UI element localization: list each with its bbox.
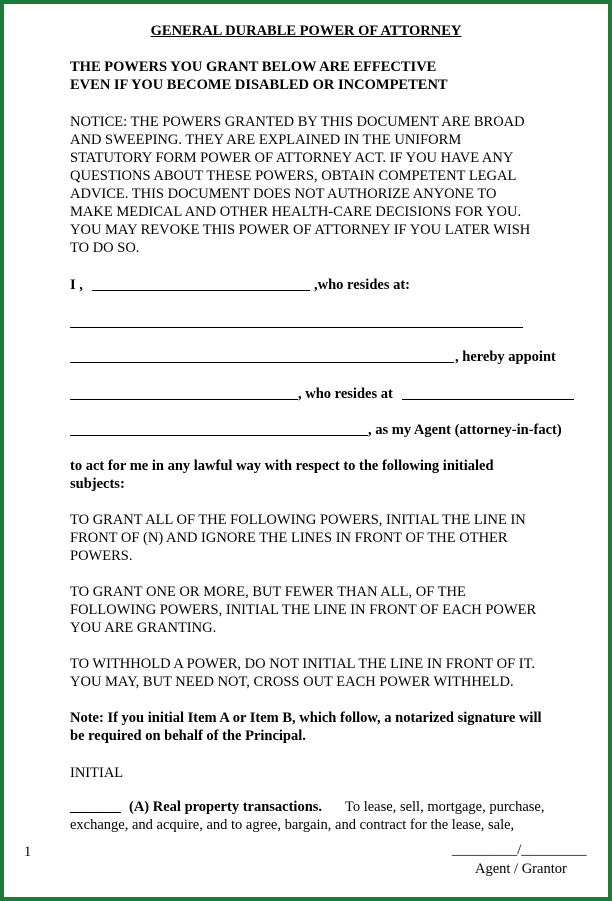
grant-some-line: TO GRANT ONE OR MORE, BUT FEWER THAN ALL, OF THE (70, 584, 466, 600)
initial-label: INITIAL (70, 765, 124, 781)
note-line: Note: If you initial Item A or Item B, which follow, a notarized signature will (70, 710, 542, 726)
principal-address-field[interactable] (70, 327, 523, 328)
note-line: be required on behalf of the Principal. (70, 728, 306, 744)
grant-some-line: FOLLOWING POWERS, INITIAL THE LINE IN FRONT OF EACH POWER (70, 602, 537, 618)
notice-line: TO DO SO. (70, 240, 140, 256)
act-line: to act for me in any lawful way with respect to the following initialed (70, 458, 494, 474)
withhold-line: YOU MAY, BUT NEED NOT, CROSS OUT EACH POWER WITHHELD. (70, 674, 514, 690)
subhead-line: EVEN IF YOU BECOME DISABLED OR INCOMPETENT (70, 77, 448, 93)
principal-prefix: I , (70, 277, 83, 293)
agent-address-field-2[interactable] (70, 435, 368, 436)
grant-all-line: POWERS. (70, 548, 133, 564)
act-line: subjects: (70, 476, 125, 492)
resides-label: ,who resides at: (314, 277, 410, 293)
agent-resides-label: , who resides at (298, 386, 393, 402)
notice-line: MAKE MEDICAL AND OTHER HEALTH-CARE DECISIONS FOR YOU. (70, 204, 522, 220)
agent-address-field[interactable] (402, 399, 574, 400)
notice-line: ADVICE. THIS DOCUMENT DOES NOT AUTHORIZE ANYONE TO (70, 186, 497, 202)
appoint-label: , hereby appoint (455, 349, 556, 365)
signature-line[interactable]: _________/_________ (452, 842, 587, 858)
item-a-text: exchange, and acquire, and to agree, bargain, and contract for the lease, sale, (70, 817, 515, 833)
subhead-line: THE POWERS YOU GRANT BELOW ARE EFFECTIVE (70, 59, 437, 75)
document-title: GENERAL DURABLE POWER OF ATTORNEY (150, 23, 462, 39)
grant-some-line: YOU ARE GRANTING. (70, 620, 217, 636)
notice-line: YOU MAY REVOKE THIS POWER OF ATTORNEY IF YOU LATER WISH (70, 222, 531, 238)
grant-all-line: TO GRANT ALL OF THE FOLLOWING POWERS, INITIAL THE LINE IN (70, 512, 526, 528)
grant-all-line: FRONT OF (N) AND IGNORE THE LINES IN FRONT OF THE OTHER (70, 530, 508, 546)
notice-line: AND SWEEPING. THEY ARE EXPLAINED IN THE UNIFORM (70, 132, 462, 148)
notice-line: QUESTIONS ABOUT THESE POWERS, OBTAIN COMPETENT LEGAL (70, 168, 517, 184)
agent-name-field[interactable] (70, 399, 298, 400)
principal-name-field[interactable] (92, 290, 310, 291)
item-a-heading: (A) Real property transactions. (129, 799, 323, 815)
notice-line: STATUTORY FORM POWER OF ATTORNEY ACT. IF YOU HAVE ANY (70, 150, 514, 166)
withhold-line: TO WITHHOLD A POWER, DO NOT INITIAL THE LINE IN FRONT OF IT. (70, 656, 536, 672)
signature-label: Agent / Grantor (475, 861, 567, 877)
principal-address-field-2[interactable] (70, 362, 454, 363)
notice-line: NOTICE: THE POWERS GRANTED BY THIS DOCUMENT ARE BROAD (70, 114, 525, 130)
item-a-text: To lease, sell, mortgage, purchase, (345, 799, 545, 815)
item-a-initial-field[interactable]: _______ (70, 799, 121, 815)
page-number: 1 (24, 844, 32, 860)
agent-role-label: , as my Agent (attorney-in-fact) (368, 422, 562, 438)
